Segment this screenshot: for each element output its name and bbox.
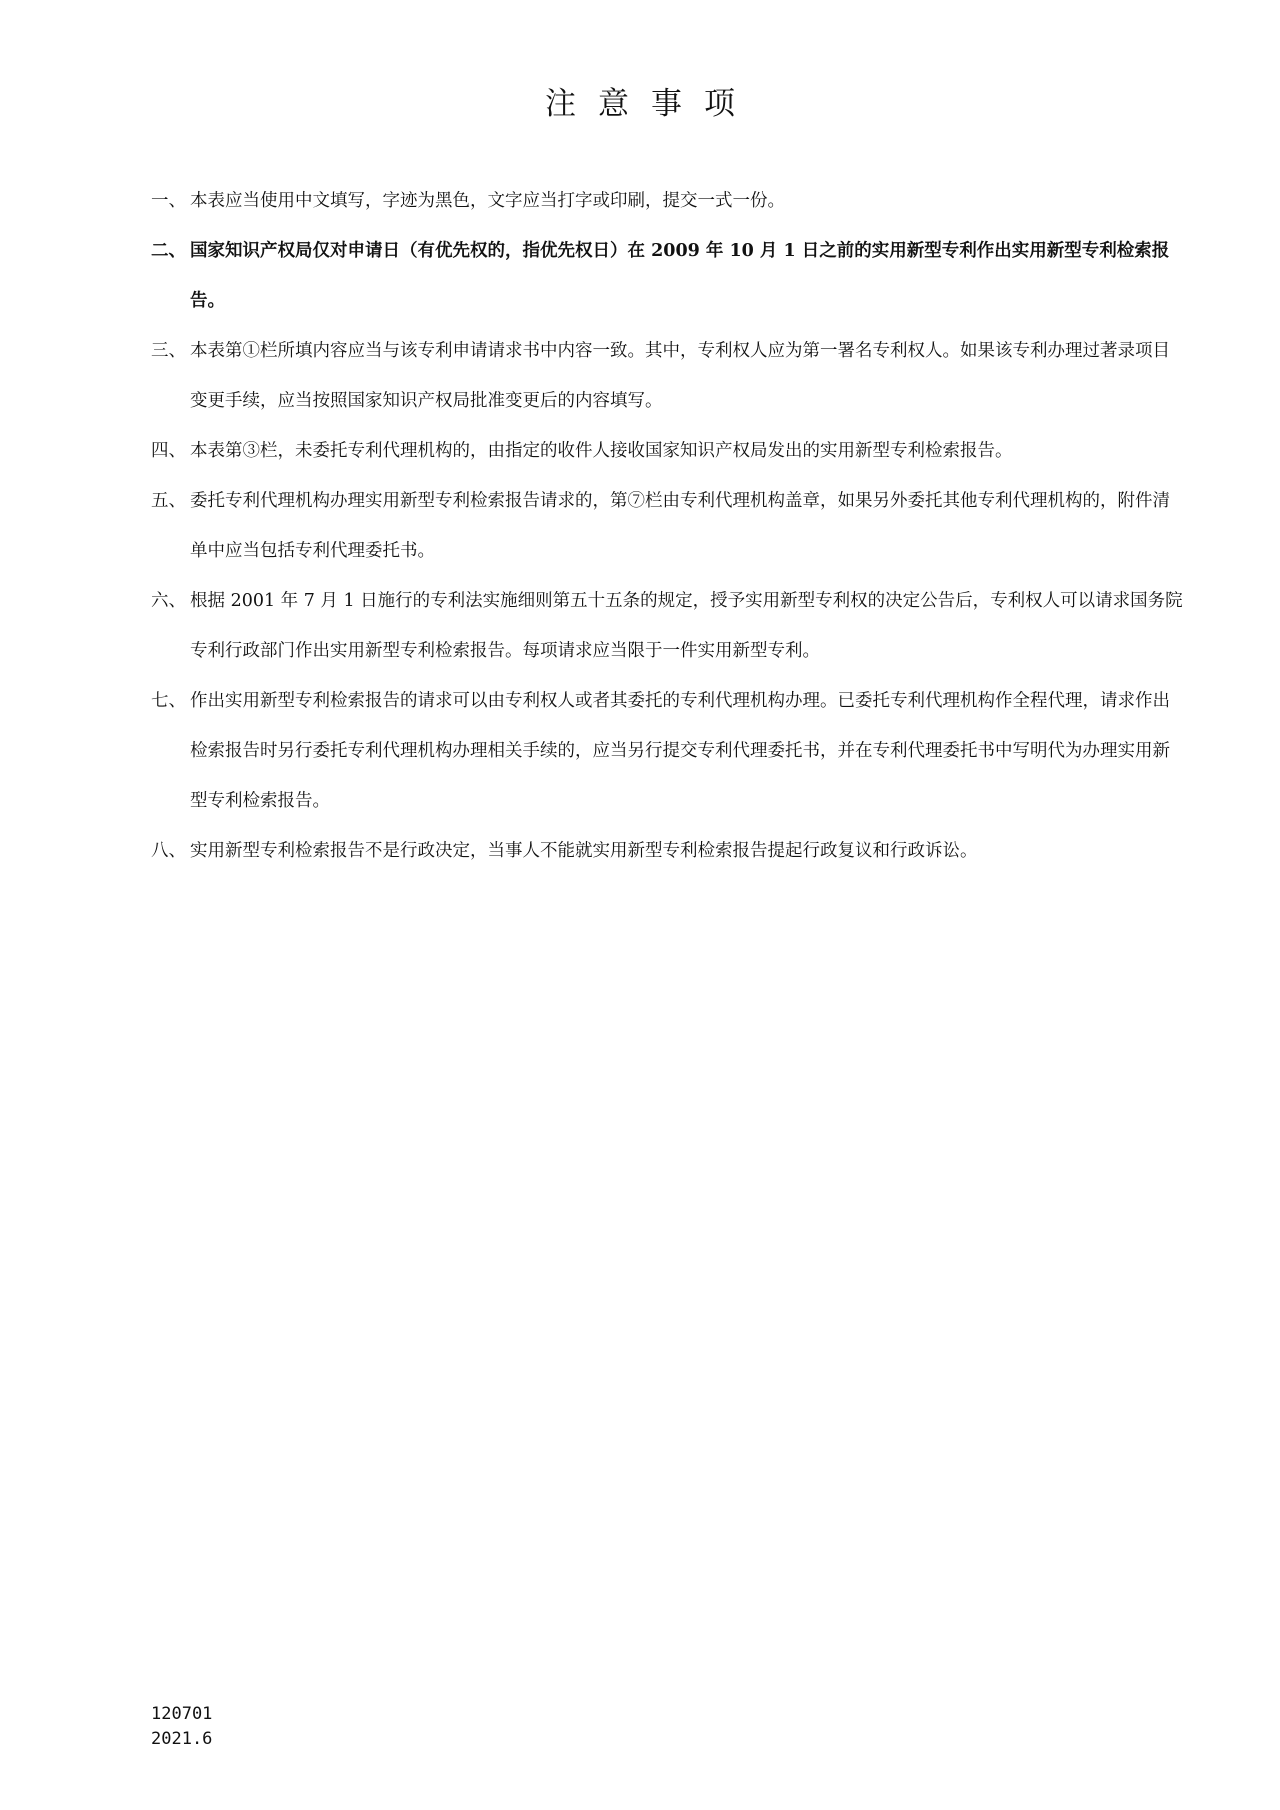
note-item-5: [151, 476, 1186, 576]
note-text: 根据 2001 年 7 月 1 日施行的专利法实施细则第五十五条的规定，授予实用新型专利权的决定公告后，专利权人可以请求国务院专利行政部门作出实用新型专利检索报告。每项请求应当限于一件实用新型专利。: [190, 591, 1183, 661]
notes-list: [151, 176, 1186, 876]
note-item-3: [151, 326, 1186, 426]
note-text: 本表第③栏，未委托专利代理机构的，由指定的收件人接收国家知识产权局发出的实用新型专利检索报告。: [190, 441, 1013, 461]
note-number: 四、: [151, 441, 186, 461]
note-number: 二、: [151, 241, 186, 261]
note-number: 八、: [151, 841, 186, 861]
note-item-6: [151, 576, 1186, 676]
note-item-4: [151, 426, 1186, 476]
note-text: 作出实用新型专利检索报告的请求可以由专利权人或者其委托的专利代理机构办理。已委托专利代理机构作全程代理，请求作出检索报告时另行委托专利代理机构办理相关手续的，应当另行提交专利代理委托书，并在专利代理委托书中写明代为办理实用新型专利检索报告。: [190, 691, 1170, 811]
note-item-1: [151, 176, 1186, 226]
page-title: 注意事项: [545, 86, 757, 122]
note-number: 六、: [151, 591, 186, 611]
form-footer: [151, 1702, 212, 1752]
note-item-7: [151, 676, 1186, 826]
note-item-8: [151, 826, 1186, 876]
form-code: 120701: [151, 1704, 213, 1724]
note-number: 七、: [151, 691, 186, 711]
form-version-date: 2021.6: [151, 1729, 213, 1749]
note-text: 实用新型专利检索报告不是行政决定，当事人不能就实用新型专利检索报告提起行政复议和行政诉讼。: [190, 841, 978, 861]
note-number: 三、: [151, 341, 186, 361]
note-text: 国家知识产权局仅对申请日（有优先权的，指优先权日）在 2009 年 10 月 1 日之前的实用新型专利作出实用新型专利检索报告。: [190, 241, 1170, 311]
note-text: 委托专利代理机构办理实用新型专利检索报告请求的，第⑦栏由专利代理机构盖章，如果另外委托其他专利代理机构的，附件清单中应当包括专利代理委托书。: [190, 491, 1170, 561]
note-item-2: [151, 226, 1186, 326]
note-number: 一、: [151, 191, 186, 211]
note-number: 五、: [151, 491, 186, 511]
note-text: 本表应当使用中文填写，字迹为黑色，文字应当打字或印刷，提交一式一份。: [190, 191, 785, 211]
note-text: 本表第①栏所填内容应当与该专利申请请求书中内容一致。其中，专利权人应为第一署名专利权人。如果该专利办理过著录项目变更手续，应当按照国家知识产权局批准变更后的内容填写。: [190, 341, 1170, 411]
